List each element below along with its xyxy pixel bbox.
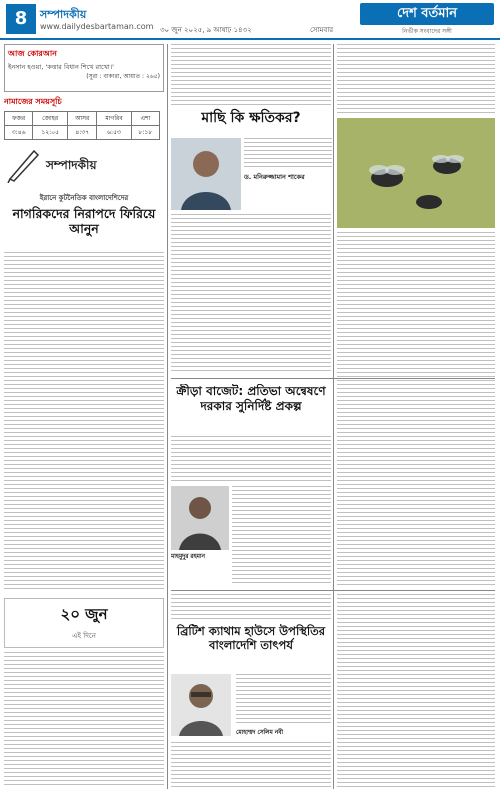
prayer-time-cell: ১২:০৫: [33, 126, 68, 140]
quote-ref: (সুরা : বাকারা, আয়াত : ২৬৫): [86, 73, 160, 80]
prayer-time-cell: ৮:১৮: [131, 126, 159, 140]
this-day-box: [4, 598, 164, 648]
british-body: [171, 742, 331, 788]
fly-byline: ড. মনিরুজ্জামান শাকের: [244, 173, 305, 181]
quote-text: ইনসান হওয়া, 'কত্তার বিধান শিখে রাখো।': [8, 63, 114, 71]
editorial-brand: [4, 145, 164, 185]
issue-date: ৩০ জুন ২০২৫, ৯ আষাঢ় ১৪৩২: [160, 26, 252, 34]
fly-photo-icon: [337, 118, 495, 228]
sports-head: [171, 384, 331, 432]
editorial-headline: নাগরিকদের নিরাপদে ফিরিয়ে আনুন: [12, 206, 156, 236]
website-link[interactable]: www.dailydesbartaman.com: [40, 22, 154, 31]
quote-box-header: আজ কোরআন: [8, 49, 57, 58]
fly-intro: [171, 44, 331, 108]
prayer-times: [4, 96, 164, 140]
editorial-brand-label: সম্পাদকীয়: [46, 158, 97, 172]
prayer-table: [4, 111, 160, 140]
british-body-top: [236, 674, 331, 724]
prayer-times-header: নামাজের সময়সূচি: [4, 97, 62, 106]
prayer-time-cell: ৬:৫৩: [97, 126, 131, 140]
prayer-col-header: জোহর: [33, 112, 68, 126]
sports-body: [232, 486, 331, 586]
british-author-photo-icon: [171, 674, 231, 736]
british-author-photo: [171, 674, 231, 736]
british-byline-wrap: [236, 728, 331, 738]
page-number: 8: [6, 4, 36, 34]
fly-body-right: [337, 232, 495, 382]
prayer-col-header: মাগরিব: [97, 112, 131, 126]
editorial-head: [4, 192, 164, 244]
sports-headline: ক্রীড়া বাজেট: প্রতিভা অন্বেষণে দরকার সুনির্দিষ্ট প্রকল্প: [176, 384, 326, 413]
sports-body-top: [171, 436, 331, 482]
fly-photo: [337, 118, 495, 228]
british-body-right: [337, 594, 495, 788]
author-photo: [171, 138, 241, 210]
british-intro: [171, 594, 331, 622]
sports-byline: মাহমুদুর রহমান: [171, 554, 206, 560]
quote-box: [4, 44, 164, 92]
this-day-body: [4, 652, 164, 788]
column-rule: [167, 44, 168, 789]
fly-body: [171, 214, 331, 374]
section-rule: [171, 590, 495, 591]
editorial-kicker: ইরানে কুটনৈতিক বাংলাদেশিদের: [39, 194, 129, 202]
editorial-body: [4, 252, 164, 592]
this-day-title: ২০ জুন: [60, 605, 108, 623]
this-day-subtitle: এই দিনে: [72, 632, 96, 640]
quill-pen-icon: [4, 145, 44, 183]
british-headline: ব্রিটিশ ক্যাথাম হাউসে উপস্থিতির বাংলাদেশি তাৎপর্য: [176, 624, 326, 652]
section-name: সম্পাদকীয়: [40, 8, 87, 21]
author-photo-icon: [171, 138, 241, 210]
column-rule: [333, 44, 334, 789]
sports-body-right: [337, 384, 495, 586]
prayer-time-cell: ৪:৩৭: [68, 126, 97, 140]
section-rule: [171, 378, 495, 379]
right-top-body: [337, 44, 495, 114]
prayer-col-header: ফজর: [5, 112, 33, 126]
fly-body-top: [244, 138, 332, 168]
sports-author-photo-icon: [171, 486, 229, 550]
sports-author-photo: [171, 486, 229, 550]
prayer-col-header: আসর: [68, 112, 97, 126]
sports-byline-wrap: [171, 552, 241, 562]
newspaper-tagline: নির্ভীক সংবাদের সঙ্গী: [402, 28, 452, 35]
british-byline: মোহাম্মদ সেলিম নবী: [236, 730, 284, 736]
fly-headline-wrap: [171, 108, 331, 134]
newspaper-logo: দেশ বর্তমান: [360, 3, 494, 25]
prayer-time-cell: ৩:৪৬: [5, 126, 33, 140]
masthead: [0, 0, 500, 40]
fly-headline: মাছি কি ক্ষতিকর?: [201, 110, 301, 126]
british-head: [171, 624, 331, 670]
issue-day: সোমবার: [310, 26, 334, 34]
prayer-col-header: এশা: [131, 112, 159, 126]
fly-byline-wrap: [244, 172, 332, 186]
